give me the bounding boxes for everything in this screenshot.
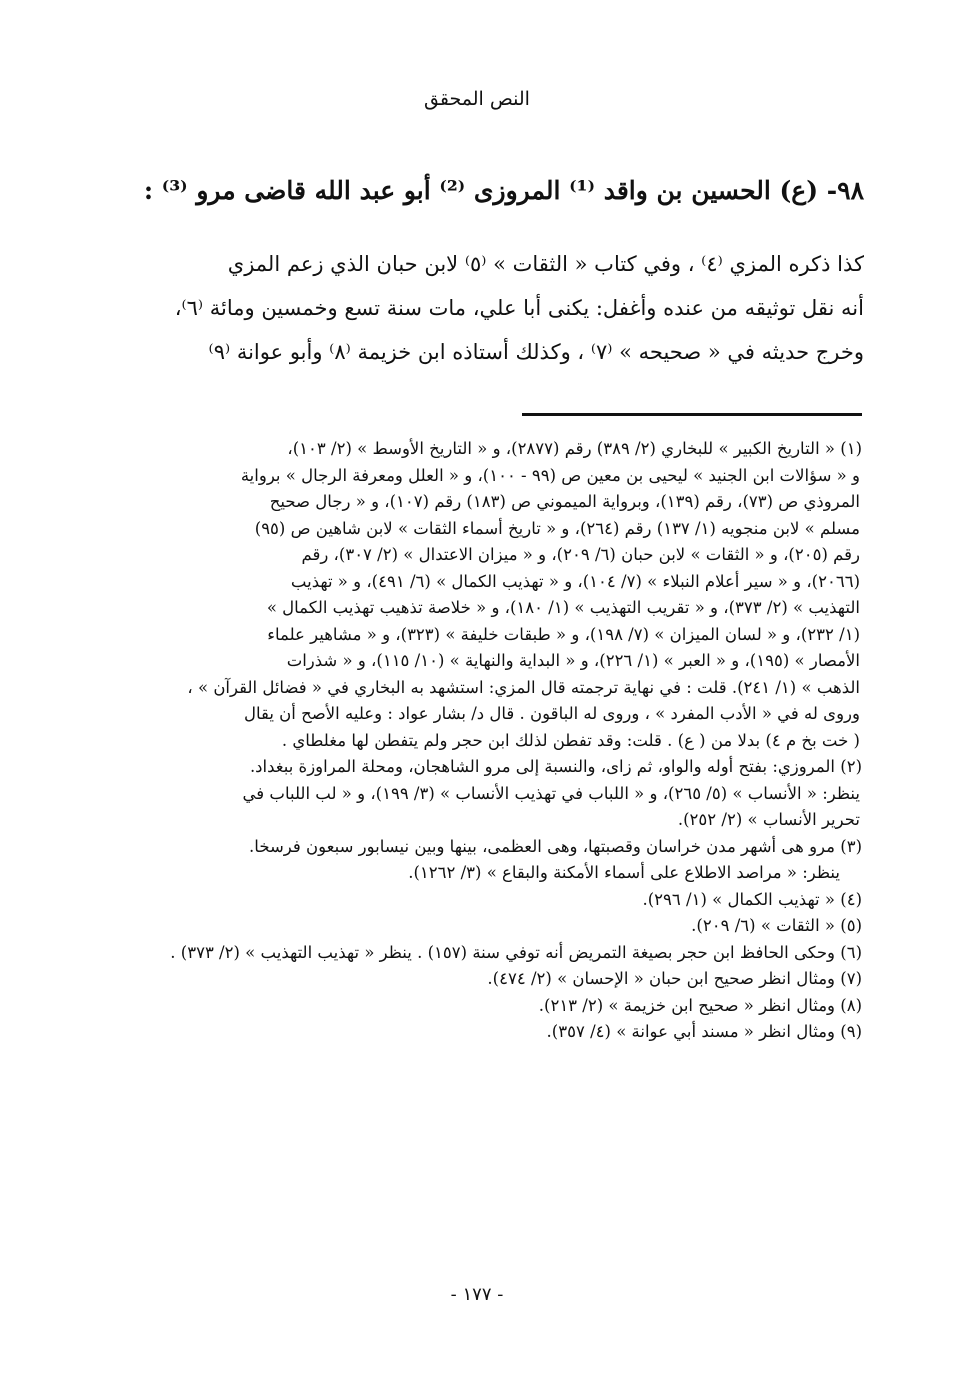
- page-number: - ١٧٧ -: [450, 1284, 504, 1305]
- footnote-4: (٤) « تهذيب الكمال » (١/ ٢٩٦).: [642, 889, 862, 909]
- footnote-1-line: ( خت بخ م ٤) بدلا من ( ع) . قلت: وقد تفطن لذلك ابن حجر ولم يتفطن لها مغلطاي .: [281, 730, 860, 750]
- footnote-1-line: وروى له في « الأدب المفرد » ، وروى له الباقون . قال د/ بشار عواد : وعليه الأصح أن يقال: [243, 704, 860, 723]
- footnote-3-line: ينظر: « مراصد الاطلاع على أسماء الأمكنة والبقاع » (٣/ ١٢٦٢).: [408, 863, 840, 882]
- footnote-2-line: (٢) المروزي: بفتح أوله والواو، ثم زاى، والنسبة إلى مرو الشاهجان، ومحلة المراوزة ببغداد.: [249, 757, 862, 776]
- footnote-9: (٩) ومثال انظر « مسند أبي عوانة » (٤/ ٣٥٧).: [546, 1022, 862, 1041]
- footnote-8: (٨) ومثال انظر « صحيح ابن خزيمة » (٢/ ٢١٣).: [538, 995, 862, 1015]
- footnote-1-line: الذهب » (١/ ٢٤١). قلت : في نهاية ترجمته قال المزي: استشهد به البخاري في « فضائل القرآن » ،: [187, 677, 860, 697]
- body-line: أنه نقل توثيقه من عنده وأغفل: يكنى أبا علي، مات سنة تسع وخمسين ومائة ⁽٦⁾،: [174, 296, 864, 320]
- entry-title: ٩٨- (ع) الحسين بن واقد ⁽¹⁾ المروزى ⁽²⁾ أبو عبد الله قاضى مرو ⁽³⁾ :: [143, 176, 864, 205]
- footnote-5: (٥) « الثقات » (٦/ ٢٠٩).: [691, 916, 862, 935]
- running-header: النص المحقق: [424, 88, 530, 110]
- footnote-1-line: مسلم » لابن منجويه (١/ ١٣٧) رقم (٢٦٤)، و « تاريخ أسماء الثقات » لابن شاهين ص (٩٥): [254, 518, 860, 538]
- footnote-1-line: (٢٠٦٦)، و « سير أعلام النبلاء » (٧/ ١٠٤)، و « تهذيب الكمال » (٦/ ٤٩١)، و « تهذيب: [290, 571, 860, 591]
- footnote-2-line: ينظر: « الأنساب » (٥/ ٢٦٥)، و « اللباب في تهذيب الأنساب » (٣/ ١٩٩)، و « لب اللباب في: [242, 783, 860, 803]
- footnote-2-line: تحرير الأنساب » (٢/ ٢٥٢).: [677, 810, 860, 829]
- footnote-1-line: المروذي ص (٧٣)، رقم (١٣٩)، وبرواية الميموني ص (١٨٣) رقم (١٠٧)، و « رجال صحيح: [269, 492, 860, 511]
- footnote-1-line: رقم (٢٠٥)، و « الثقات » لابن حبان (٦/ ٢٠٩)، و « ميزان الاعتدال » (٢/ ٣٠٧)، رقم: [301, 545, 860, 564]
- body-line: وخرج حديثه في « صحيحه » ⁽٧⁾ ، وكذلك أستاذه ابن خزيمة ⁽٨⁾ وأبو عوانة ⁽٩⁾: [208, 340, 864, 364]
- footnote-1-line: و « سؤالات ابن الجنيد » ليحيى بن معين ص (٩٩ - ١٠٠)، و « العلل ومعرفة الرجال » برواية: [240, 465, 860, 485]
- footnote-1-line: الأمصار » (١٩٥)، و « العبر » (١/ ٢٢٦)، و « البداية والنهاية » (١٠/ ١١٥)، و « شذرات: [286, 651, 860, 670]
- footnote-6: (٦) وحكى الحافظ ابن حجر بصيغة التمريض أنه توفي سنة (١٥٧) . ينظر « تهذيب التهذيب » (٢/ ٣٧٣) .: [170, 942, 862, 962]
- footnote-3-line: (٣) مرو هى أشهر مدن خراسان وقصبتها، وهى العظمى، بينها وبين نيسابور سبعون فرسخا.: [249, 836, 862, 856]
- body-line: كذا ذكره المزي ⁽٤⁾ ، وفي كتاب « الثقات » ⁽٥⁾ لابن حبان الذي زعم المزي: [227, 252, 864, 276]
- footnote-1-line: (١/ ٢٣٢)، و « لسان الميزان » (٧/ ١٩٨)، و « طبقات خليفة » (٣٢٣)، و « مشاهير علماء: [267, 624, 860, 644]
- footnotes: [82, 436, 862, 1046]
- footnote-separator: [522, 413, 862, 416]
- footnote-1-line: (١) « التاريخ الكبير » للبخاري (٢/ ٣٨٩) رقم (٢٨٧٧)، و « التاريخ الأوسط » (٢/ ١٠٣)،: [287, 439, 862, 458]
- entry-body: [84, 242, 864, 374]
- footnote-1-line: التهذيب » (٢/ ٣٧٣)، و « تقريب التهذيب » (١/ ١٨٠)، و « خلاصة تذهيب تهذيب الكمال »: [266, 598, 860, 617]
- footnote-7: (٧) ومثال انظر صحيح ابن حبان « الإحسان » (٢/ ٤٧٤).: [487, 969, 862, 988]
